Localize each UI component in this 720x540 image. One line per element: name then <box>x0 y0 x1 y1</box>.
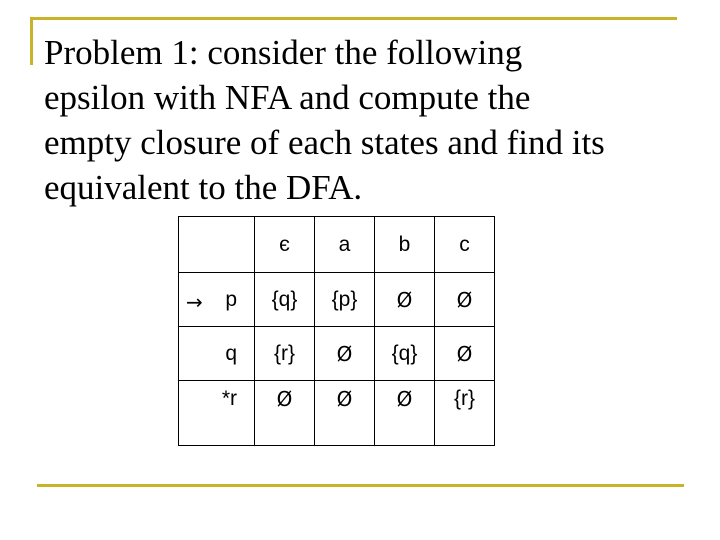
state-label: *r <box>221 387 237 410</box>
table-cell: Ø <box>315 327 375 381</box>
table-cell: Ø <box>375 273 435 327</box>
header-corner-cell <box>179 217 255 273</box>
table-cell: Ø <box>435 327 495 381</box>
state-label: q <box>225 341 237 365</box>
table-cell: {r} <box>435 381 495 446</box>
top-accent-rule <box>30 17 677 20</box>
problem-statement <box>44 30 684 210</box>
state-cell-p <box>179 273 255 327</box>
bottom-accent-rule <box>37 484 684 487</box>
title-line-2: epsilon with NFA and compute the <box>44 78 531 117</box>
header-epsilon: є <box>255 217 315 273</box>
header-b: b <box>375 217 435 273</box>
table-cell: Ø <box>435 273 495 327</box>
table-cell: Ø <box>315 381 375 446</box>
title-line-1: Problem 1: consider the following <box>44 33 523 72</box>
title-line-4: equivalent to the DFA. <box>44 168 363 207</box>
left-accent-rule <box>30 17 33 65</box>
state-cell-q <box>179 327 255 381</box>
table-cell: {r} <box>255 327 315 381</box>
state-cell-r <box>179 381 255 446</box>
header-c: c <box>435 217 495 273</box>
state-label: p <box>225 287 237 311</box>
transition-table <box>178 216 495 446</box>
table-row <box>179 273 495 327</box>
table-cell: {q} <box>255 273 315 327</box>
table-cell: {p} <box>315 273 375 327</box>
start-state-arrow-icon: → <box>186 290 203 314</box>
table-cell: {q} <box>375 327 435 381</box>
table-header-row <box>179 217 495 273</box>
header-a: a <box>315 217 375 273</box>
title-line-3: empty closure of each states and find its <box>44 123 605 162</box>
table-cell: Ø <box>375 381 435 446</box>
table-row <box>179 327 495 381</box>
table-row <box>179 381 495 446</box>
table-cell: Ø <box>255 381 315 446</box>
